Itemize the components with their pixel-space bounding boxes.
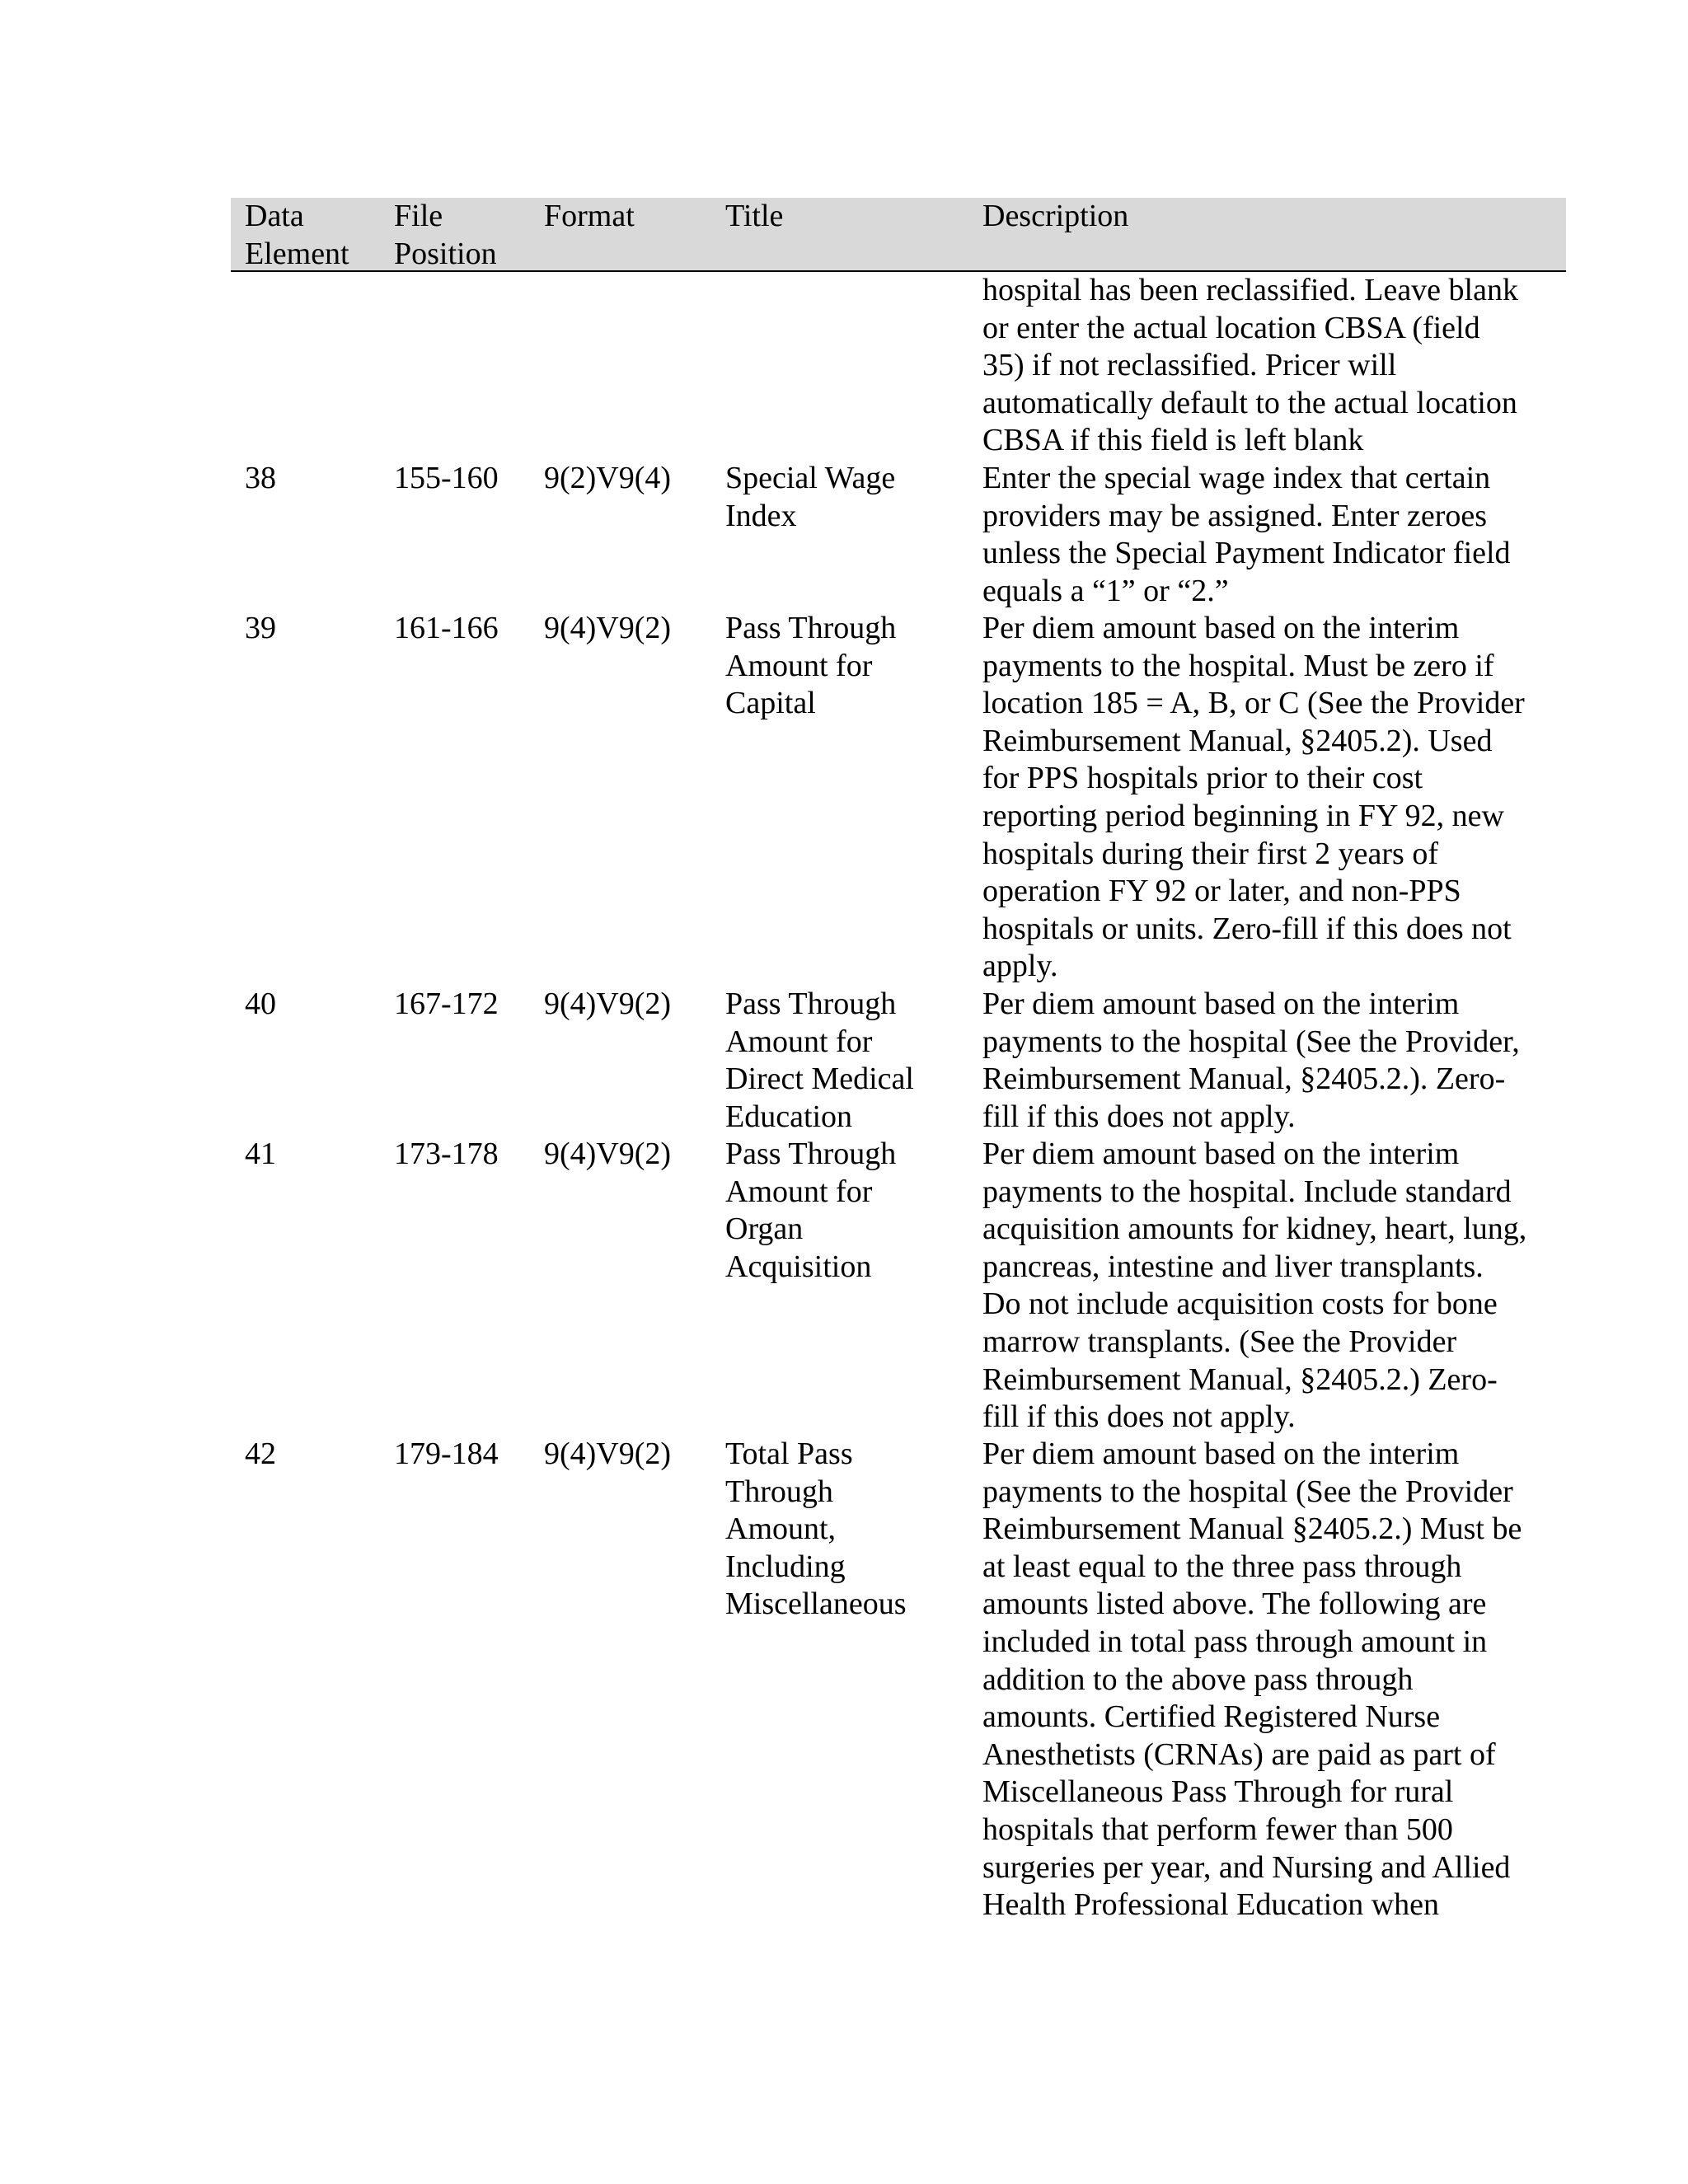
- cell-format: 9(4)V9(2): [544, 1436, 672, 1471]
- cell-description: Enter the special wage index that certain providers may be assigned. Enter zeroes unless the Special Payment Indicator field equals a “1” or “2.”: [982, 461, 1511, 608]
- cell-description: Per diem amount based on the interim payments to the hospital. Include standard acquisition amounts for kidney, heart, lung, pancreas, intestine and liver transplants. Do not include acquisition costs for bone marrow transplants. (See the Provider Reimbursement Manual, §2405.2.) Zero- fill if this does not apply.: [982, 1137, 1527, 1435]
- cell-title: Pass Through Amount for Organ Acquisition: [725, 1137, 897, 1284]
- cell-description: Per diem amount based on the interim payments to the hospital. Must be zero if location 185 = A, B, or C (See the Provider Reimbursement Manual, §2405.2). Used for PPS hospitals prior to their cost reporting period beginning in FY 92, new hospitals during their first 2 years of operation FY 92 or later, and non-PPS hospitals or units. Zero-fill if this does not apply.: [982, 611, 1525, 984]
- cell-data-element: 42: [245, 1436, 276, 1471]
- cell-file-position: 179-184: [394, 1436, 499, 1471]
- cell-title: Pass Through Amount for Direct Medical Education: [725, 987, 914, 1134]
- header-title: Title: [725, 199, 784, 233]
- cell-file-position: 161-166: [394, 611, 499, 645]
- cell-format: 9(2)V9(4): [544, 461, 672, 495]
- header-data-element: Data Element: [245, 199, 349, 271]
- cell-data-element: 40: [245, 987, 276, 1021]
- cell-description: hospital has been reclassified. Leave blank or enter the actual location CBSA (field 35) if not reclassified. Pricer will automatically default to the actual location CBSA if this field is left blank: [982, 273, 1518, 458]
- cell-format: 9(4)V9(2): [544, 987, 672, 1021]
- cell-description: Per diem amount based on the interim payments to the hospital (See the Provider Reimbursement Manual §2405.2.) Must be at least equal to the three pass through amounts listed above. The following are included in total pass through amount in addition to the above pass through amounts. Certified Registered Nurse Anesthetists (CRNAs) are paid as part of Miscellaneous Pass Through for rural hospitals that perform fewer than 500 surgeries per year, and Nursing and Allied Health Professional Education when: [982, 1436, 1522, 1923]
- cell-description: Per diem amount based on the interim payments to the hospital (See the Provider, Reimbursement Manual, §2405.2.). Zero- fill if this does not apply.: [982, 987, 1520, 1134]
- cell-file-position: 173-178: [394, 1137, 499, 1171]
- data-element-table: [231, 198, 1566, 1923]
- cell-file-position: 167-172: [394, 987, 499, 1021]
- cell-data-element: 41: [245, 1137, 276, 1171]
- cell-format: 9(4)V9(2): [544, 1137, 672, 1171]
- header-file-position: File Position: [394, 199, 497, 271]
- header-description: Description: [982, 199, 1129, 233]
- cell-data-element: 39: [245, 611, 276, 645]
- cell-title: Special Wage Index: [725, 461, 896, 533]
- header-format: Format: [544, 199, 635, 233]
- cell-file-position: 155-160: [394, 461, 499, 495]
- cell-format: 9(4)V9(2): [544, 611, 672, 645]
- cell-title: Total Pass Through Amount, Including Miscellaneous: [725, 1436, 907, 1622]
- cell-title: Pass Through Amount for Capital: [725, 611, 897, 721]
- table-header-row: [231, 198, 1566, 272]
- cell-data-element: 38: [245, 461, 276, 495]
